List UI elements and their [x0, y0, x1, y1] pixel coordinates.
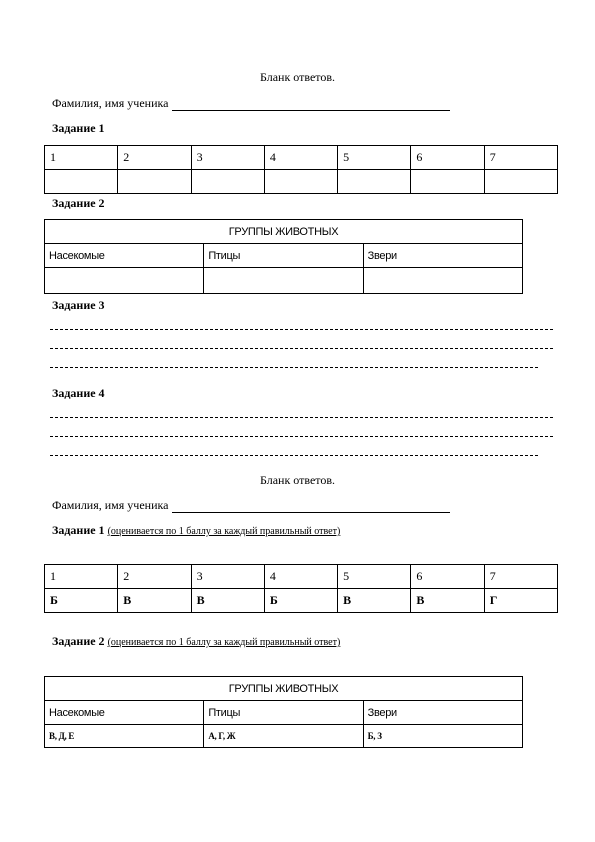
- table-row: [45, 170, 558, 194]
- task1-answer-cell: Г: [484, 589, 557, 613]
- sheet2-task1-table: [44, 564, 558, 613]
- task1-answer-cell: Б: [264, 589, 337, 613]
- task4-answer-line[interactable]: [50, 417, 553, 418]
- student-name-field[interactable]: [172, 98, 450, 111]
- sheet1-student-name-line: [52, 96, 450, 111]
- birds-answer-cell[interactable]: [204, 268, 363, 294]
- sheet2-task2-label: [52, 634, 340, 649]
- scoring-note: (оценивается по 1 баллу за каждый правильный ответ): [107, 526, 341, 537]
- animal-groups-header: ГРУППЫ ЖИВОТНЫХ: [45, 677, 523, 701]
- student-name-field[interactable]: [172, 500, 450, 513]
- sheet2-title: Бланк ответов.: [259, 473, 336, 487]
- task1-number-cell: 3: [191, 146, 264, 170]
- column-beasts: Звери: [363, 701, 522, 725]
- task1-answer-cell[interactable]: [45, 170, 118, 194]
- task1-answer-cell: В: [338, 589, 411, 613]
- animal-groups-header: ГРУППЫ ЖИВОТНЫХ: [45, 220, 523, 244]
- task4-answer-line[interactable]: [50, 436, 553, 437]
- task1-number-cell: 7: [484, 565, 557, 589]
- sheet1-task1-table: [44, 145, 558, 194]
- task-label: Задание 1: [52, 523, 105, 537]
- insects-answer-cell: В, Д, Е: [45, 725, 204, 748]
- student-name-label: Фамилия, имя ученика: [52, 96, 169, 110]
- task1-answer-cell[interactable]: [338, 170, 411, 194]
- task3-answer-line[interactable]: [50, 329, 553, 330]
- task1-number-cell: 2: [118, 565, 191, 589]
- task1-answer-cell[interactable]: [484, 170, 557, 194]
- task1-answer-cell[interactable]: [118, 170, 191, 194]
- task1-answer-cell: В: [411, 589, 484, 613]
- task1-number-cell: 3: [191, 565, 264, 589]
- column-insects: Насекомые: [45, 701, 204, 725]
- task1-answer-cell[interactable]: [411, 170, 484, 194]
- beasts-answer-cell: Б, З: [363, 725, 522, 748]
- task1-answer-cell: В: [191, 589, 264, 613]
- table-row: [45, 701, 523, 725]
- scoring-note: (оценивается по 1 баллу за каждый правильный ответ): [107, 637, 341, 648]
- table-row: [45, 220, 523, 244]
- table-row: [45, 244, 523, 268]
- sheet1-task4-label: Задание 4: [52, 386, 105, 400]
- sheet2-task1-label: [52, 523, 340, 538]
- task1-number-cell: 5: [338, 146, 411, 170]
- sheet2-task2-table: [44, 676, 523, 748]
- task1-number-cell: 6: [411, 146, 484, 170]
- column-birds: Птицы: [204, 244, 363, 268]
- task1-number-cell: 2: [118, 146, 191, 170]
- birds-answer-cell: А, Г, Ж: [204, 725, 363, 748]
- sheet1-task3-label: Задание 3: [52, 298, 105, 312]
- table-row: [45, 146, 558, 170]
- beasts-answer-cell[interactable]: [363, 268, 522, 294]
- table-row: [45, 268, 523, 294]
- column-birds: Птицы: [204, 701, 363, 725]
- table-row: [45, 589, 558, 613]
- table-row: [45, 677, 523, 701]
- student-name-label: Фамилия, имя ученика: [52, 498, 169, 512]
- task1-answer-cell: В: [118, 589, 191, 613]
- sheet1-task2-table: [44, 219, 523, 294]
- task1-number-cell: 4: [264, 565, 337, 589]
- sheet1-task2-label: Задание 2: [52, 196, 105, 210]
- task1-answer-cell[interactable]: [191, 170, 264, 194]
- column-beasts: Звери: [363, 244, 522, 268]
- task1-number-cell: 4: [264, 146, 337, 170]
- column-insects: Насекомые: [45, 244, 204, 268]
- sheet1-title: Бланк ответов.: [259, 70, 336, 84]
- task1-number-cell: 1: [45, 146, 118, 170]
- task1-number-cell: 5: [338, 565, 411, 589]
- task-label: Задание 2: [52, 634, 105, 648]
- task1-number-cell: 6: [411, 565, 484, 589]
- table-row: [45, 565, 558, 589]
- task1-number-cell: 7: [484, 146, 557, 170]
- task3-answer-line[interactable]: [50, 348, 553, 349]
- task4-answer-line[interactable]: [50, 455, 538, 456]
- task1-answer-cell: Б: [45, 589, 118, 613]
- insects-answer-cell[interactable]: [45, 268, 204, 294]
- task1-answer-cell[interactable]: [264, 170, 337, 194]
- sheet1-task1-label: Задание 1: [52, 121, 105, 135]
- task3-answer-line[interactable]: [50, 367, 538, 368]
- sheet2-student-name-line: [52, 498, 450, 513]
- task1-number-cell: 1: [45, 565, 118, 589]
- table-row: [45, 725, 523, 748]
